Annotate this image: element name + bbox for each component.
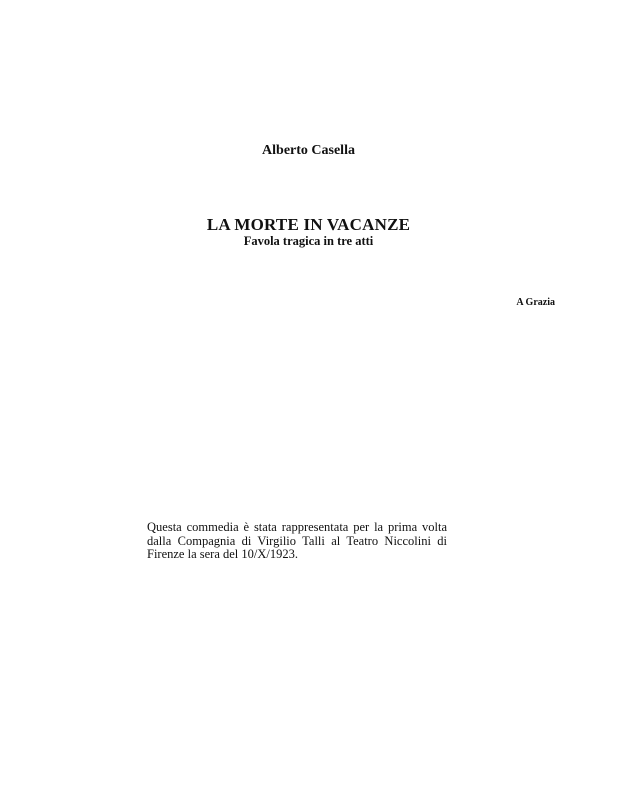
play-title: LA MORTE IN VACANZE	[206, 215, 411, 234]
premiere-note-line: Questa commedia è stata rappresentata per la prima volta	[147, 520, 447, 534]
play-subtitle: Favola tragica in tre atti	[243, 234, 374, 248]
dedication: A Grazia	[516, 297, 555, 308]
premiere-note-line: dalla Compagnia di Virgilio Talli al Teatro Niccolini di	[147, 533, 447, 548]
premiere-note-line: Firenze la sera del 10/X/1923.	[147, 547, 298, 561]
author-name: Alberto Casella	[262, 143, 355, 158]
premiere-note	[147, 521, 447, 562]
